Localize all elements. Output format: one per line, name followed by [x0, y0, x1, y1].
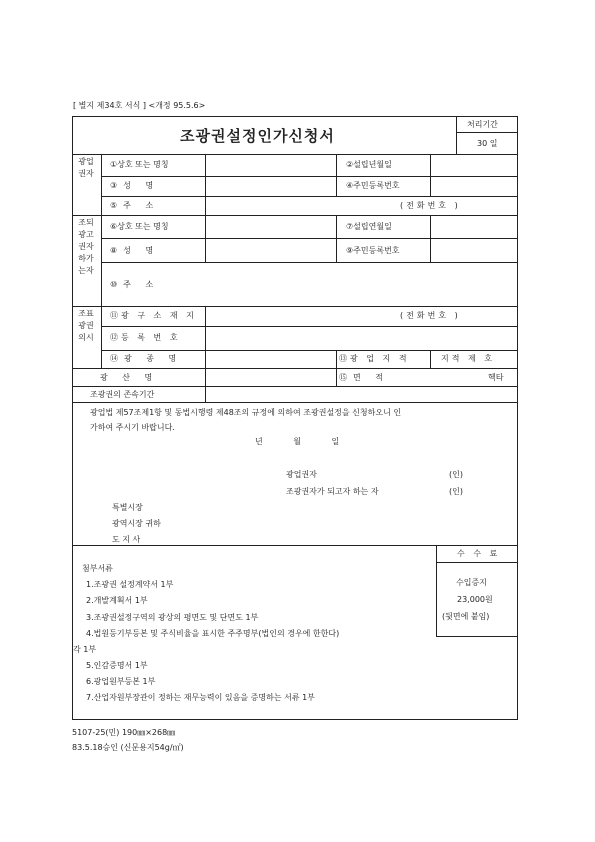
name-label-2: ⑧성 명 — [110, 246, 160, 255]
resident-no-label-1: ④주민등록번호 — [346, 181, 400, 190]
address-label-1: ⑤주 소 — [110, 201, 160, 210]
date-line: 년 월 일 — [255, 437, 354, 446]
application-text-line1: 광업법 제57조제1항 및 동법시행령 제48조의 규정에 의하여 조광권설정을 신청하오니 인 — [90, 408, 402, 417]
attachment-item: 6.광업원부등본 1부 — [86, 677, 156, 686]
address-label-2: ⑩주 소 — [110, 280, 160, 289]
phone-label-1: (전화번호 ) — [400, 201, 461, 210]
fee-title: 수 수 료 — [457, 549, 501, 558]
attachment-item: 1.조광권 설정계약서 1부 — [86, 580, 174, 589]
section-mining-lease: 조표광권의시 — [78, 309, 94, 342]
fee-line3: (뒷면에 붙임) — [442, 612, 490, 621]
trade-name-label-1: ①상호 또는 명칭 — [110, 160, 169, 169]
recipient-2: 광역시장 귀하 — [112, 519, 161, 528]
attachment-item: 4.법원등기부등본 및 주식비율을 표시한 주주명부(법인의 경우에 한한다) — [86, 629, 340, 638]
resident-no-label-2: ⑨주민등록번호 — [346, 246, 400, 255]
fee-line2: 23,000원 — [457, 595, 493, 604]
mine-name-label: 광 산 명 — [100, 373, 159, 382]
establish-date-label-2: ⑦설립연월일 — [346, 222, 392, 231]
establish-date-label-1: ②설립년월일 — [346, 160, 392, 169]
section-mining-right-holder: 광업권자 — [78, 157, 94, 178]
seal-2: (인) — [449, 487, 463, 496]
mining-map-value: 지적 제 호 — [441, 354, 495, 363]
footer-line1: 5107-25(민) 190㎜×268㎜ — [72, 728, 176, 737]
trade-name-label-2: ⑥상호 또는 명칭 — [110, 222, 169, 231]
seal-1: (인) — [449, 470, 463, 479]
mineral-name-label: ⑭광 종 명 — [110, 354, 183, 363]
attachment-item: 7.산업자원부장관이 정하는 재무능력이 있음을 증명하는 서류 1부 — [86, 693, 315, 702]
processing-label: 처리기간 — [467, 120, 498, 129]
processing-value: 30 일 — [477, 139, 498, 148]
attachment-item: 각 1부 — [73, 645, 97, 654]
fee-line1: 수입증지 — [456, 578, 487, 587]
application-text-line2: 가하여 주시기 바랍니다. — [90, 423, 175, 432]
recipient-3: 도 지 사 — [112, 535, 141, 544]
name-label-1: ③성 명 — [110, 181, 160, 190]
mining-map-label: ⑬광 업 지 적 — [339, 354, 410, 363]
recipient-1: 특별시장 — [112, 503, 143, 512]
registration-no-label: ⑫등 록 번 호 — [110, 333, 181, 342]
attachment-item: 3.조광권설정구역의 광상의 평면도 및 단면도 1부 — [86, 613, 259, 622]
area-unit: 헥타 — [488, 373, 504, 382]
attachment-item: 5.인감증명서 1부 — [86, 661, 148, 670]
attachments-title: 첨부서류 — [82, 564, 113, 573]
form-reference: [ 별지 제34호 서식 ] <개정 95.5.6> — [73, 101, 206, 110]
footer-line2: 83.5.18승인 (신문용지54g/㎡) — [72, 743, 184, 752]
signature-applicant: 조광권자가 되고자 하는 자 — [286, 487, 379, 496]
location-label: ⑪광 구 소 재 지 — [110, 311, 197, 320]
attachment-item: 2.개발계획서 1부 — [86, 596, 148, 605]
page-title: 조광권설정인가신청서 — [180, 127, 335, 145]
section-applicant: 조되광고권자하가는자 — [78, 218, 94, 275]
area-label: ⑮면 적 — [339, 373, 389, 382]
duration-label: 조광권의 존속기간 — [90, 390, 155, 399]
signature-holder: 광업권자 — [286, 470, 317, 479]
phone-label-3: (전화번호 ) — [400, 311, 461, 320]
